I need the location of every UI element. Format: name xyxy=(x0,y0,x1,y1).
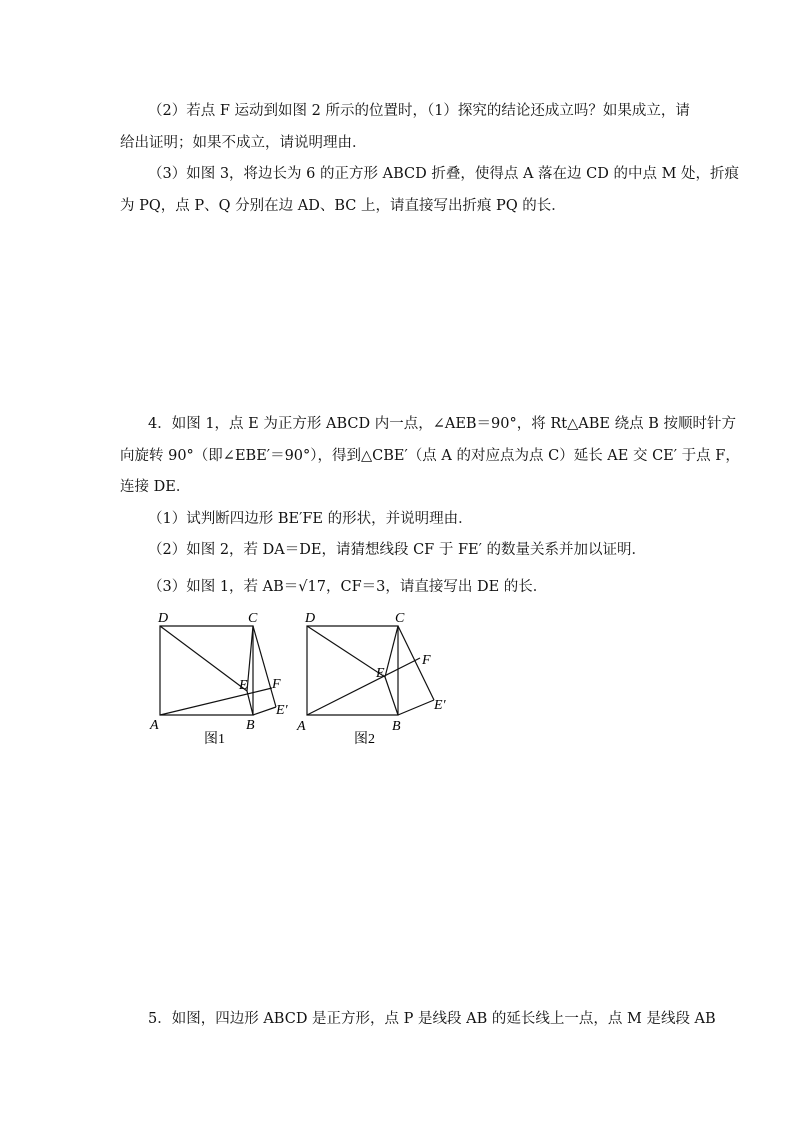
figure-1 xyxy=(160,626,276,715)
q3-part2-line2: 给出证明；如果不成立，请说明理由． xyxy=(120,135,367,151)
q3-part3-line2: 为 PQ，点 P、Q 分别在边 AD、BC 上，请直接写出折痕 PQ 的长． xyxy=(120,198,566,214)
fig2-seg-ce xyxy=(385,626,398,677)
fig2-seg-de xyxy=(307,626,385,677)
fig1-square xyxy=(160,626,253,715)
q4-stem-line3: 连接 DE． xyxy=(120,479,191,495)
q4-figures xyxy=(140,603,460,748)
fig2-label-d: D xyxy=(305,611,316,626)
fig2-seg-be2 xyxy=(398,700,434,715)
fig2-label-e-prime: E′ xyxy=(434,698,446,713)
fig2-caption: 图2 xyxy=(354,732,375,747)
q4-stem-line1: 4．如图 1，点 E 为正方形 ABCD 内一点，∠AEB＝90°，将 Rt△ABE 绕点 B 按顺时针方 xyxy=(148,416,736,432)
fig1-seg-de xyxy=(160,626,247,691)
fig2-seg-be xyxy=(385,677,398,715)
fig1-caption: 图1 xyxy=(204,732,225,747)
fig1-seg-ce xyxy=(247,626,253,691)
fig2-label-f: F xyxy=(422,653,431,668)
fig1-label-c: C xyxy=(248,611,258,626)
q3-part2-line1: （2）若点 F 运动到如图 2 所示的位置时，（1）探究的结论还成立吗？如果成立，请 xyxy=(148,103,690,119)
fig1-seg-be2 xyxy=(253,707,276,715)
q4-figures-svg xyxy=(140,603,460,748)
fig1-label-b: B xyxy=(246,718,255,733)
figure-2 xyxy=(307,626,434,715)
q4-part3: （3）如图 1，若 AB＝√17，CF＝3，请直接写出 DE 的长． xyxy=(148,579,548,595)
fig1-seg-be xyxy=(247,691,253,715)
fig1-label-a: A xyxy=(150,718,159,733)
fig1-label-e: E xyxy=(239,678,248,693)
fig1-seg-ce2 xyxy=(253,626,276,707)
fig2-label-c: C xyxy=(395,611,405,626)
fig2-label-b: B xyxy=(392,719,401,734)
fig2-seg-af xyxy=(307,658,420,715)
fig1-label-d: D xyxy=(158,611,169,626)
fig2-label-e: E xyxy=(376,666,385,681)
q4-part1: （1）试判断四边形 BE′FE 的形状，并说明理由． xyxy=(148,511,473,527)
fig2-label-a: A xyxy=(297,719,306,734)
fig1-label-e-prime: E′ xyxy=(276,703,288,718)
q3-part3-line1: （3）如图 3，将边长为 6 的正方形 ABCD 折叠，使得点 A 落在边 CD 的中点 M 处，折痕 xyxy=(148,166,740,182)
fig1-seg-af xyxy=(160,688,272,715)
q5-stem-line1: 5．如图，四边形 ABCD 是正方形，点 P 是线段 AB 的延长线上一点，点 M 是线段 AB xyxy=(148,1011,716,1027)
fig1-label-f: F xyxy=(272,677,281,692)
q4-stem-line2: 向旋转 90°（即∠EBE′＝90°），得到△CBE′（点 A 的对应点为点 C）延长 AE 交 CE′ 于点 F， xyxy=(120,448,740,464)
q4-part2: （2）如图 2，若 DA＝DE，请猜想线段 CF 于 FE′ 的数量关系并加以证明． xyxy=(148,542,647,558)
